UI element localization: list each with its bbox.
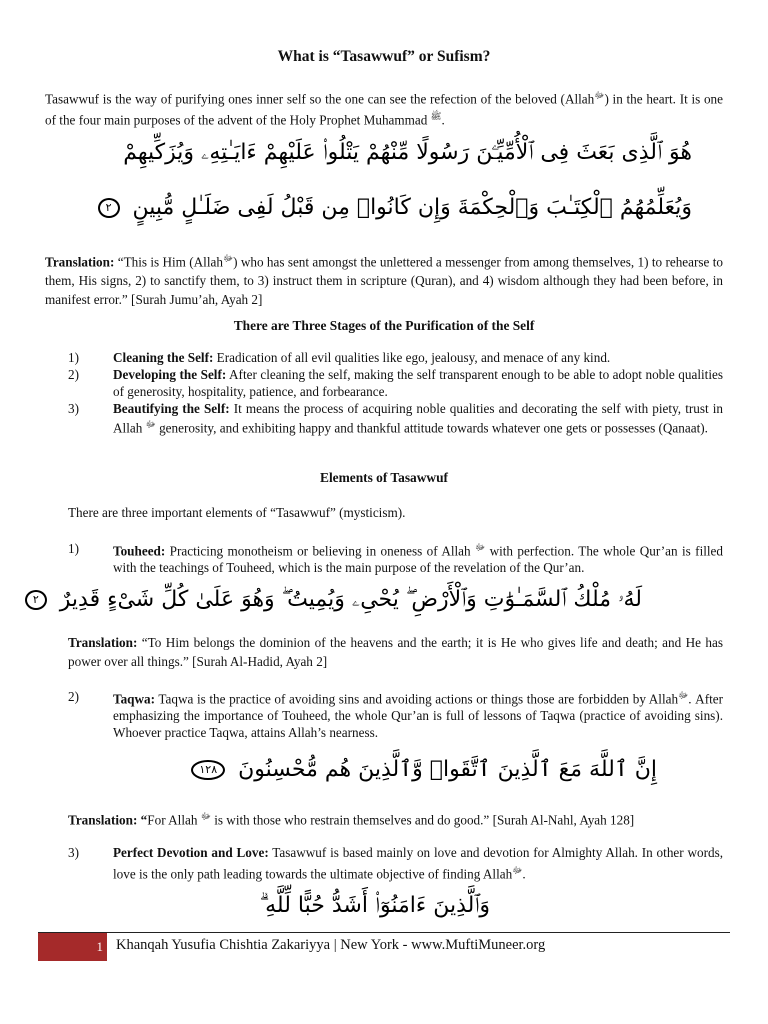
list-item: 1) Cleaning the Self: Eradication of all evil qualities like ego, jealousy, and menace of any kind.: [68, 350, 611, 365]
allah-honorific-icon: ﷻ: [145, 420, 156, 430]
element-devotion: [68, 843, 723, 883]
verse-2-text: لَهُۥ مُلْكُ ٱلسَّمَـٰوَٰتِ وَٱلْأَرْضِ ۖ يُحْىِۦ وَيُمِيتُ ۖ وَهُوَ عَلَىٰ كُلِّ شَىْءٍ قَدِيرٌ: [59, 587, 642, 612]
section-heading-stages: There are Three Stages of the Purification of the Self: [233, 318, 535, 333]
ayah-number-marker: ٢: [98, 198, 120, 218]
verse-3-text: إِنَّ ٱللَّهَ مَعَ ٱلَّذِينَ ٱتَّقَوا۟ وَّٱلَّذِينَ هُم مُّحْسِنُونَ: [238, 757, 657, 782]
page-number: 1: [96, 939, 103, 954]
footer-text: Khanqah Yusufia Chishtia Zakariyya | New York - www.MuftiMuneer.org: [116, 937, 546, 953]
list-item: 3) Perfect Devotion and Love: Tasawwuf is based mainly on love and devotion for Almighty Allah. In other words, love is the only path leading towards the ultimate objective of finding Allah$^ﷻ$.: [68, 845, 723, 882]
ayah-number-marker: ١٢٨: [191, 760, 225, 780]
intro-paragraph: Tasawwuf is the way of purifying ones inner self so the one can see the refection of the beloved (Allah$^ﷻ$) in the heart. It is one of the four main purposes of the advent of the Holy Prophet Muhammad $^ﷺ$.: [45, 91, 723, 128]
page-title: What is “Tasawwuf” or Sufism?: [277, 48, 491, 65]
allah-honorific-icon: ﷻ: [200, 812, 211, 822]
list-item: 3) Beautifying the Self: It means the process of acquiring noble qualities and decorating the self with piety, trust in Allah $^ﷻ$ generosity, and exhibiting happy and thankful attitude towards whatever one gets or possesses (Qanaat).: [68, 401, 723, 436]
ayah-number-marker: ٢: [25, 590, 47, 610]
element-taqwa: [68, 688, 723, 741]
element-touheed: [68, 540, 723, 576]
list-item: 1) Touheed: Practicing monotheism or believing in oneness of Allah $^ﷻ$ with perfection. The whole Qur’an is filled with the teachings of Touheed, which is the main purpose of the revelation of the Qur’an.: [68, 541, 724, 576]
list-item: 2) Developing the Self: After cleaning the self, making the self transparent enough to be able to adopt noble qualities of generosity, hospitality, patience, and forbearance.: [68, 367, 723, 399]
allah-honorific-icon: ﷻ: [475, 543, 486, 553]
translation-3: Translation: “For Allah $^ﷻ$ is with those who restrain themselves and do good.” [Surah Al-Nahl, Ayah 128]: [68, 812, 635, 828]
list-item: 2) Taqwa: Taqwa is the practice of avoiding sins and avoiding actions or things those are forbidden by Allah$^ﷻ$. After emphasizing the importance of Touheed, the whole Qur’an is full of lessons of Taqwa (practice of avoiding sins). Whoever practice Taqwa, attains Allah’s nearness.: [68, 689, 723, 741]
translation-1: Translation: “This is Him (Allah$^ﷻ$) who has sent amongst the unlettered a messenger from among themselves, 1) to rehearse to them, His signs, 2) to sanctify them, to 3) instruct them in scripture (Quran), and 4) wisdom although they had been before, in manifest error.” [Surah Jumu’ah, Ayah 2]: [45, 254, 723, 308]
prophet-honorific-icon: ﷺ: [430, 112, 442, 123]
allah-honorific-icon: ﷻ: [594, 91, 605, 101]
allah-honorific-icon: ﷻ: [222, 254, 234, 264]
stages-list: [68, 349, 723, 436]
quran-verse-1-line-1: هُوَ ٱلَّذِى بَعَثَ فِى ٱلْأُمِّيِّـۧنَ رَسُولًا مِّنْهُمْ يَتْلُوا۟ عَلَيْهِمْ ءَايَـٰتِهِۦ وَيُزَكِّيهِمْ: [123, 140, 692, 165]
quran-verse-2: [32, 587, 642, 612]
quran-verse-1-line-2: [105, 195, 692, 220]
allah-honorific-icon: ﷻ: [678, 691, 689, 701]
quran-verse-4: وَٱلَّذِينَ ءَامَنُوٓا۟ أَشَدُّ حُبًّا لِّلَّهِ ۗ: [259, 893, 490, 918]
footer-divider: [38, 932, 730, 933]
verse-1-line-2-text: وَيُعَلِّمُهُمُ ٱلْكِتَـٰبَ وَٱلْحِكْمَةَ وَإِن كَانُوا۟ مِن قَبْلُ لَفِى ضَلَـٰلٍ مُّبِينٍ: [132, 195, 692, 220]
elements-intro: There are three important elements of “Tasawwuf” (mysticism).: [68, 505, 406, 520]
allah-honorific-icon: ﷻ: [512, 866, 523, 876]
translation-2: Translation: “To Him belongs the dominion of the heavens and the earth; it is He who gives life and death; and He has power over all things.” [Surah Al-Hadid, Ayah 2]: [68, 635, 723, 669]
section-heading-elements: Elements of Tasawwuf: [320, 470, 448, 485]
quran-verse-3: [199, 757, 657, 782]
